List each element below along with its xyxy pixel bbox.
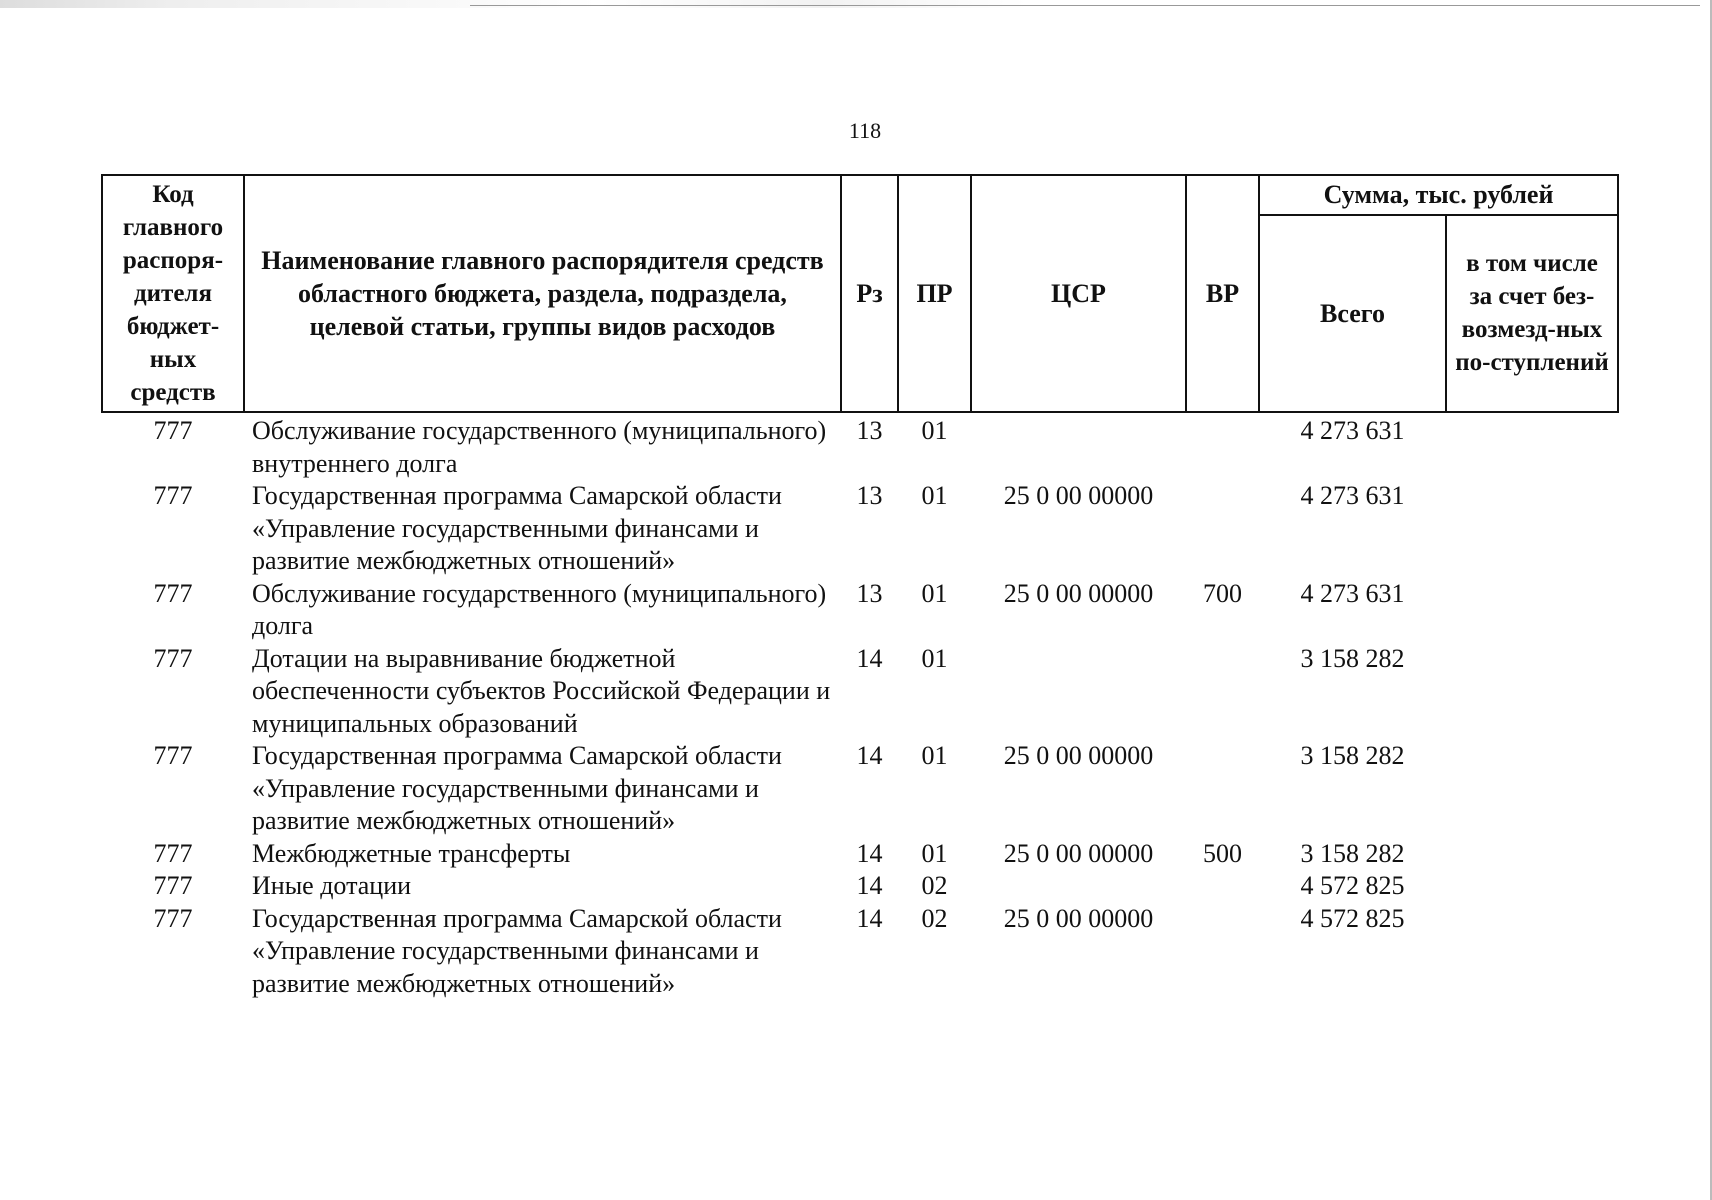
row-code: 777	[153, 741, 193, 770]
row-vr	[1186, 903, 1259, 1001]
row-csr	[971, 870, 1186, 903]
row-vr	[1186, 740, 1259, 838]
row-code: 777	[153, 578, 193, 608]
row-rz: 14	[856, 643, 883, 673]
row-vr	[1186, 870, 1259, 903]
row-total: 4 273 631	[1300, 416, 1405, 445]
row-name: Обслуживание государственного (муниципального) долга	[252, 578, 827, 640]
table-row	[102, 838, 1618, 871]
header-rz: Рз	[841, 175, 898, 412]
row-rz: 13	[856, 481, 883, 510]
row-csr: 25 0 00 00000	[1003, 903, 1154, 933]
row-name: Государственная программа Самарской области «Управление государственными финансами и развитие межбюджетных отношений»	[252, 481, 782, 575]
header-sum: Сумма, тыс. рублей	[1259, 175, 1618, 215]
row-pr: 01	[921, 741, 948, 770]
header-free: в том числе за счет без-возмезд-ных по-ступлений	[1446, 215, 1618, 412]
row-free	[1446, 578, 1618, 643]
header-code: Код главного распоря-дителя бюджет-ных средств	[102, 175, 244, 412]
budget-table	[101, 174, 1619, 1000]
row-total: 4 572 825	[1300, 903, 1405, 933]
row-csr: 25 0 00 00000	[1003, 741, 1154, 770]
row-csr: 25 0 00 00000	[1003, 578, 1154, 608]
row-total: 3 158 282	[1300, 643, 1405, 673]
row-free	[1446, 480, 1618, 578]
row-name: Иные дотации	[252, 871, 412, 900]
row-code: 777	[153, 871, 193, 900]
row-free	[1446, 870, 1618, 903]
row-total: 4 572 825	[1300, 871, 1405, 900]
header-name: Наименование главного распорядителя средств областного бюджета, раздела, подраздела, целевой статьи, группы видов расходов	[244, 175, 841, 412]
table-row	[102, 412, 1618, 480]
header-vr: ВР	[1186, 175, 1259, 412]
row-rz: 14	[856, 838, 883, 868]
row-free	[1446, 740, 1618, 838]
row-pr: 01	[921, 643, 948, 673]
row-name: Обслуживание государственного (муниципального) внутреннего долга	[252, 416, 827, 478]
row-csr	[971, 412, 1186, 480]
table-row	[102, 643, 1618, 741]
table-body	[102, 412, 1618, 1000]
row-vr	[1186, 480, 1259, 578]
table-row	[102, 578, 1618, 643]
row-code: 777	[153, 643, 193, 673]
row-vr: 700	[1203, 578, 1242, 608]
row-rz: 14	[856, 741, 883, 770]
header-pr: ПР	[898, 175, 971, 412]
row-code: 777	[153, 838, 193, 868]
table-header	[102, 175, 1618, 412]
scan-edge-top	[0, 0, 1712, 8]
row-pr: 01	[921, 481, 948, 510]
row-total: 4 273 631	[1300, 481, 1405, 510]
table-row	[102, 740, 1618, 838]
row-vr: 500	[1203, 838, 1242, 868]
page-number: 118	[848, 118, 882, 143]
row-code: 777	[153, 903, 193, 933]
scan-edge-line	[470, 5, 1700, 6]
row-total: 3 158 282	[1300, 838, 1405, 868]
row-pr: 02	[921, 871, 948, 900]
row-pr: 02	[921, 903, 948, 933]
row-pr: 01	[921, 838, 948, 868]
row-name: Государственная программа Самарской области «Управление государственными финансами и развитие межбюджетных отношений»	[252, 903, 782, 998]
row-rz: 13	[856, 578, 883, 608]
row-free	[1446, 643, 1618, 741]
row-free	[1446, 412, 1618, 480]
row-total: 3 158 282	[1300, 741, 1405, 770]
row-pr: 01	[921, 578, 948, 608]
row-free	[1446, 903, 1618, 1001]
row-rz: 13	[856, 416, 883, 445]
row-free	[1446, 838, 1618, 871]
row-pr: 01	[921, 416, 948, 445]
row-csr	[971, 643, 1186, 741]
row-csr: 25 0 00 00000	[1003, 481, 1154, 510]
row-vr	[1186, 412, 1259, 480]
row-rz: 14	[856, 871, 883, 900]
row-csr: 25 0 00 00000	[1003, 838, 1154, 868]
row-total: 4 273 631	[1300, 578, 1405, 608]
header-total: Всего	[1259, 215, 1446, 412]
row-rz: 14	[856, 903, 883, 933]
header-csr: ЦСР	[971, 175, 1186, 412]
table-row	[102, 480, 1618, 578]
table-row	[102, 903, 1618, 1001]
row-code: 777	[153, 481, 193, 510]
row-code: 777	[153, 416, 193, 445]
row-name: Государственная программа Самарской области «Управление государственными финансами и развитие межбюджетных отношений»	[252, 741, 782, 835]
row-name: Дотации на выравнивание бюджетной обеспеченности субъектов Российской Федерации и муниципальных образований	[252, 643, 831, 738]
row-vr	[1186, 643, 1259, 741]
row-name: Межбюджетные трансферты	[252, 838, 571, 868]
table-row	[102, 870, 1618, 903]
